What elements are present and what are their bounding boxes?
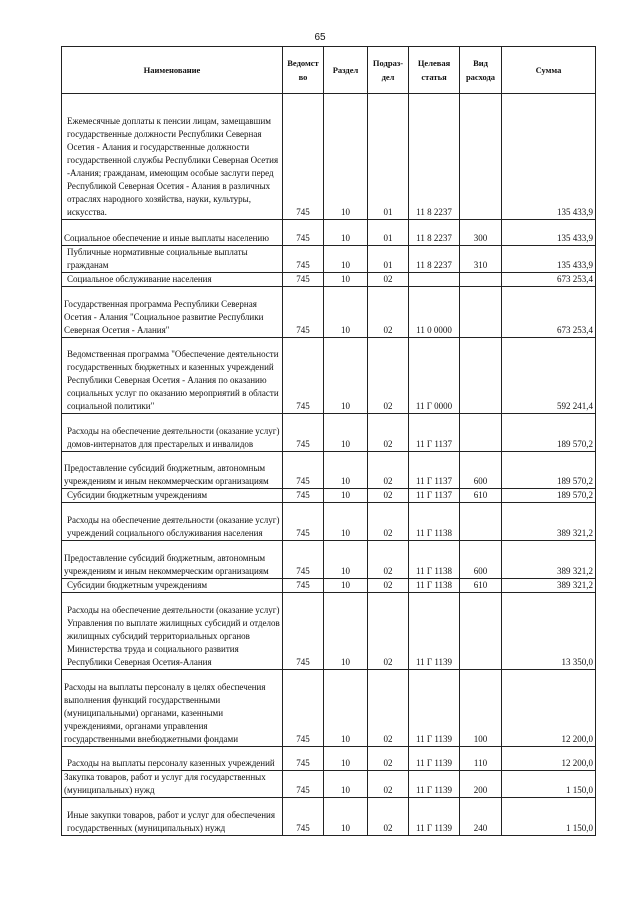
- cell-amount: 389 321,2: [502, 579, 596, 593]
- cell-target: 11 Г 1139: [409, 747, 460, 771]
- cell-amount: 389 321,2: [502, 541, 596, 579]
- cell-expense-type: 200: [460, 771, 502, 798]
- cell-name: Государственная программа Республики Северная Осетия - Алания "Социальное развитие Республики Северная Осетия - Алания": [62, 287, 283, 338]
- cell-name: Закупка товаров, работ и услуг для государственных (муниципальных) нужд: [62, 771, 283, 798]
- cell-section: 10: [324, 503, 368, 541]
- cell-subsection: 02: [368, 273, 409, 287]
- cell-target: 11 Г 1138: [409, 541, 460, 579]
- cell-ministry: 745: [283, 273, 324, 287]
- cell-target: 11 8 2237: [409, 220, 460, 246]
- cell-section: 10: [324, 338, 368, 414]
- cell-expense-type: 310: [460, 246, 502, 273]
- table-row: [62, 414, 596, 452]
- cell-ministry: 745: [283, 771, 324, 798]
- cell-ministry: 745: [283, 452, 324, 489]
- cell-section: 10: [324, 541, 368, 579]
- header-amount: Сумма: [502, 47, 596, 94]
- cell-name: Ежемесячные доплаты к пенсии лицам, замещавшим государственные должности Республики Северная Осетия - Алания и государственные должности государственной службы Республики Северная Осетия -Алания; гражданам, имеющим особые заслуги перед Республикой Северная Осетия - Алания в различных отраслях народного хозяйства, науки, культуры, искусства.: [62, 94, 283, 220]
- cell-expense-type: 600: [460, 452, 502, 489]
- cell-target: 11 8 2237: [409, 94, 460, 220]
- table-row: [62, 503, 596, 541]
- cell-subsection: 02: [368, 287, 409, 338]
- budget-table: [61, 46, 596, 836]
- table-row: [62, 541, 596, 579]
- cell-section: 10: [324, 771, 368, 798]
- cell-name: Расходы на выплаты персоналу казенных учреждений: [62, 747, 283, 771]
- cell-ministry: 745: [283, 246, 324, 273]
- cell-amount: 389 321,2: [502, 503, 596, 541]
- cell-amount: 673 253,4: [502, 273, 596, 287]
- cell-expense-type: [460, 414, 502, 452]
- cell-expense-type: [460, 338, 502, 414]
- cell-subsection: 02: [368, 541, 409, 579]
- cell-subsection: 02: [368, 414, 409, 452]
- cell-amount: 13 350,0: [502, 593, 596, 670]
- cell-name: Публичные нормативные социальные выплаты гражданам: [62, 246, 283, 273]
- table-row: [62, 670, 596, 747]
- cell-subsection: 01: [368, 94, 409, 220]
- cell-ministry: 745: [283, 798, 324, 836]
- cell-ministry: 745: [283, 94, 324, 220]
- table-row: [62, 273, 596, 287]
- cell-amount: 12 200,0: [502, 747, 596, 771]
- cell-name: Социальное обслуживание населения: [62, 273, 283, 287]
- cell-ministry: 745: [283, 338, 324, 414]
- table-row: [62, 747, 596, 771]
- table-row: [62, 220, 596, 246]
- cell-expense-type: 100: [460, 670, 502, 747]
- header-ministry: Ведомст во: [283, 47, 324, 94]
- cell-target: 11 Г 1139: [409, 670, 460, 747]
- table-row: [62, 246, 596, 273]
- table-row: [62, 798, 596, 836]
- table-row: [62, 593, 596, 670]
- cell-expense-type: 600: [460, 541, 502, 579]
- table-row: [62, 579, 596, 593]
- cell-name: Ведомственная программа "Обеспечение деятельности государственных бюджетных и казенных учреждений Республики Северная Осетия - Алания по оказанию социальных услуг по оказанию мероприятий в области социальной политики": [62, 338, 283, 414]
- cell-subsection: 02: [368, 798, 409, 836]
- cell-ministry: 745: [283, 489, 324, 503]
- cell-section: 10: [324, 489, 368, 503]
- cell-subsection: 02: [368, 452, 409, 489]
- cell-target: [409, 273, 460, 287]
- cell-amount: 12 200,0: [502, 670, 596, 747]
- cell-section: 10: [324, 246, 368, 273]
- header-subsection: Подраз- дел: [368, 47, 409, 94]
- cell-section: 10: [324, 798, 368, 836]
- cell-section: 10: [324, 670, 368, 747]
- cell-expense-type: [460, 593, 502, 670]
- cell-amount: 673 253,4: [502, 287, 596, 338]
- cell-expense-type: [460, 287, 502, 338]
- cell-ministry: 745: [283, 747, 324, 771]
- cell-expense-type: 300: [460, 220, 502, 246]
- cell-target: 11 Г 1139: [409, 771, 460, 798]
- table-row: [62, 489, 596, 503]
- cell-expense-type: 610: [460, 489, 502, 503]
- cell-target: 11 Г 1137: [409, 452, 460, 489]
- cell-target: 11 Г 1137: [409, 414, 460, 452]
- cell-section: 10: [324, 579, 368, 593]
- cell-expense-type: [460, 503, 502, 541]
- cell-amount: 135 433,9: [502, 220, 596, 246]
- cell-target: 11 8 2237: [409, 246, 460, 273]
- header-row: [62, 47, 596, 94]
- cell-expense-type: 610: [460, 579, 502, 593]
- cell-amount: 189 570,2: [502, 489, 596, 503]
- cell-name: Предоставление субсидий бюджетным, автономным учреждениям и иным некоммерческим организациям: [62, 541, 283, 579]
- table-row: [62, 452, 596, 489]
- header-section: Раздел: [324, 47, 368, 94]
- cell-name: Расходы на обеспечение деятельности (оказание услуг) учреждений социального обслуживания населения: [62, 503, 283, 541]
- cell-expense-type: 240: [460, 798, 502, 836]
- cell-name: Социальное обеспечение и иные выплаты населению: [62, 220, 283, 246]
- cell-section: 10: [324, 414, 368, 452]
- cell-ministry: 745: [283, 670, 324, 747]
- cell-amount: 135 433,9: [502, 246, 596, 273]
- cell-target: 11 0 0000: [409, 287, 460, 338]
- cell-section: 10: [324, 273, 368, 287]
- cell-subsection: 01: [368, 246, 409, 273]
- cell-target: 11 Г 1138: [409, 503, 460, 541]
- page-number: 65: [314, 32, 326, 43]
- cell-subsection: 02: [368, 579, 409, 593]
- header-name: Наименование: [62, 47, 283, 94]
- cell-name: Предоставление субсидий бюджетным, автономным учреждениям и иным некоммерческим организациям: [62, 452, 283, 489]
- cell-target: 11 Г 1137: [409, 489, 460, 503]
- cell-subsection: 02: [368, 747, 409, 771]
- cell-subsection: 02: [368, 593, 409, 670]
- cell-ministry: 745: [283, 503, 324, 541]
- cell-target: 11 Г 1139: [409, 593, 460, 670]
- cell-section: 10: [324, 747, 368, 771]
- cell-ministry: 745: [283, 541, 324, 579]
- cell-subsection: 02: [368, 489, 409, 503]
- table-row: [62, 287, 596, 338]
- cell-subsection: 01: [368, 220, 409, 246]
- cell-amount: 592 241,4: [502, 338, 596, 414]
- cell-amount: 189 570,2: [502, 414, 596, 452]
- cell-ministry: 745: [283, 287, 324, 338]
- cell-target: 11 Г 1138: [409, 579, 460, 593]
- cell-subsection: 02: [368, 670, 409, 747]
- cell-target: 11 Г 0000: [409, 338, 460, 414]
- header-expense-type: Вид расхода: [460, 47, 502, 94]
- cell-section: 10: [324, 593, 368, 670]
- cell-expense-type: [460, 273, 502, 287]
- cell-expense-type: [460, 94, 502, 220]
- cell-amount: 135 433,9: [502, 94, 596, 220]
- cell-amount: 1 150,0: [502, 798, 596, 836]
- cell-section: 10: [324, 220, 368, 246]
- table-row: [62, 338, 596, 414]
- cell-section: 10: [324, 287, 368, 338]
- cell-section: 10: [324, 94, 368, 220]
- cell-ministry: 745: [283, 220, 324, 246]
- cell-amount: 189 570,2: [502, 452, 596, 489]
- cell-name: Субсидии бюджетным учреждениям: [62, 489, 283, 503]
- cell-ministry: 745: [283, 579, 324, 593]
- cell-section: 10: [324, 452, 368, 489]
- cell-subsection: 02: [368, 771, 409, 798]
- cell-amount: 1 150,0: [502, 771, 596, 798]
- header-target: Целевая статья: [409, 47, 460, 94]
- table-row: [62, 94, 596, 220]
- cell-ministry: 745: [283, 414, 324, 452]
- cell-name: Расходы на обеспечение деятельности (оказание услуг) домов-интернатов для престарелых и инвалидов: [62, 414, 283, 452]
- cell-name: Иные закупки товаров, работ и услуг для обеспечения государственных (муниципальных) нужд: [62, 798, 283, 836]
- table-row: [62, 771, 596, 798]
- cell-expense-type: 110: [460, 747, 502, 771]
- cell-name: Субсидии бюджетным учреждениям: [62, 579, 283, 593]
- cell-name: Расходы на выплаты персоналу в целях обеспечения выполнения функций государственными (муниципальными) органами, казенными учреждениями, органами управления государственными внебюджетными фондами: [62, 670, 283, 747]
- cell-ministry: 745: [283, 593, 324, 670]
- cell-name: Расходы на обеспечение деятельности (оказание услуг) Управления по выплате жилищных субсидий и отделов жилищных субсидий территориальных органов Министерства труда и социального развития Республики Северная Осетия-Алания: [62, 593, 283, 670]
- cell-target: 11 Г 1139: [409, 798, 460, 836]
- cell-subsection: 02: [368, 338, 409, 414]
- cell-subsection: 02: [368, 503, 409, 541]
